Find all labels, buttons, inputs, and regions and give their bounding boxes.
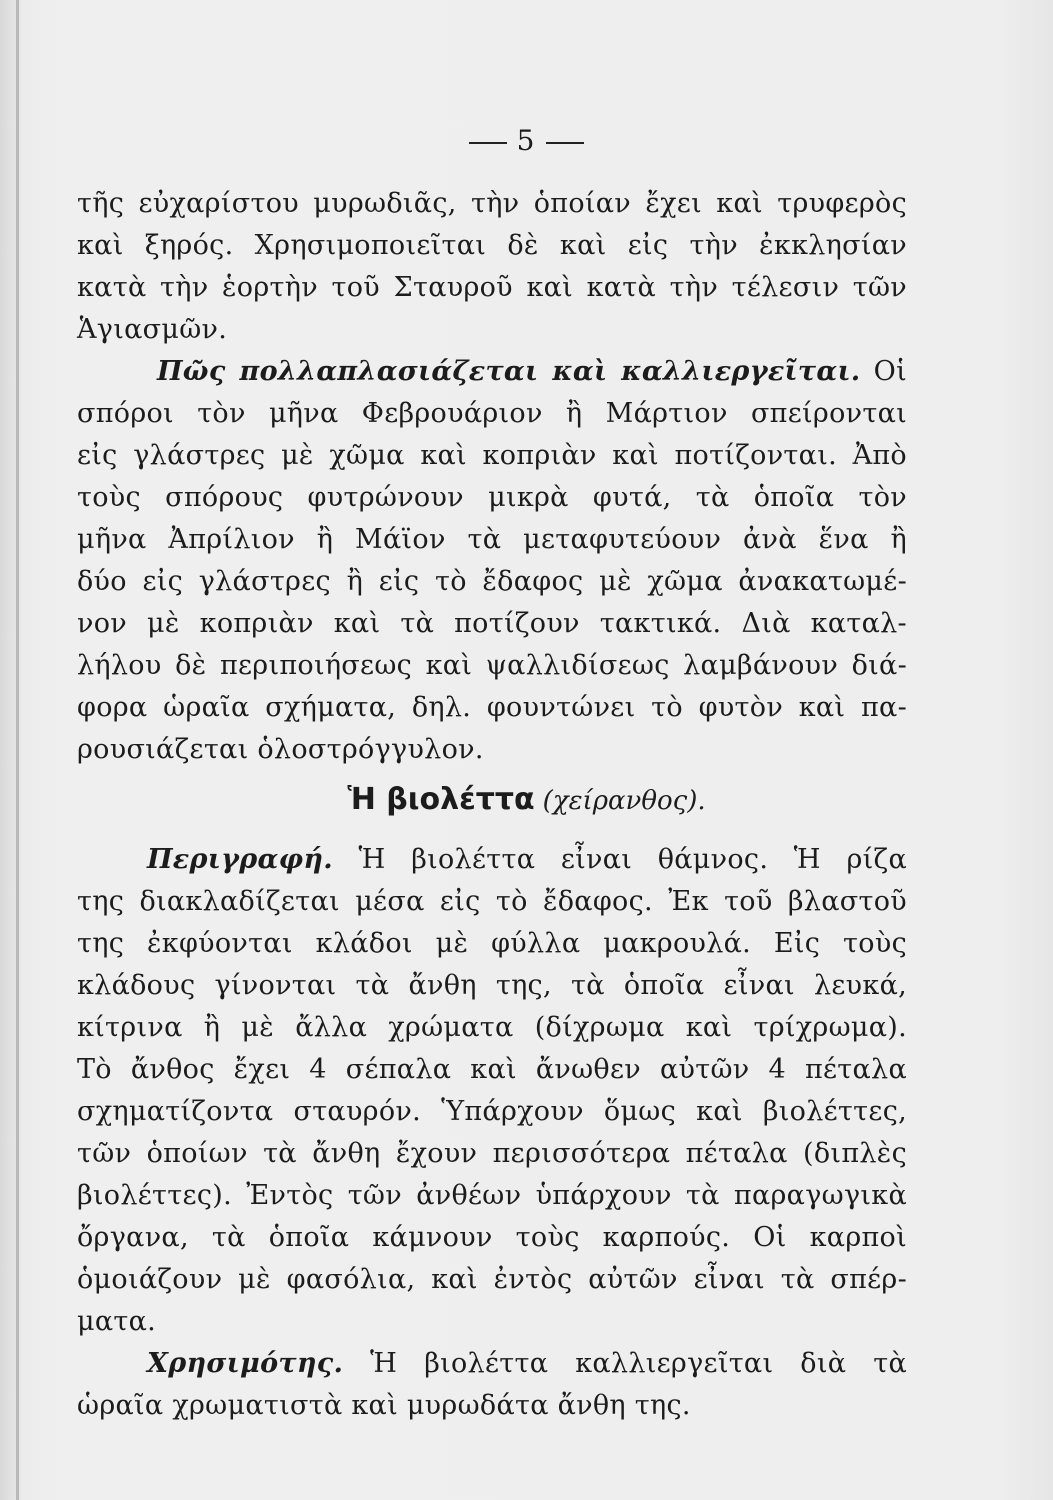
heading-subtitle: (χείρανθος). [542, 786, 706, 816]
description-first-line [147, 842, 907, 878]
text-line: κατὰ τὴν ἑορτὴν τοῦ Σταυροῦ καὶ κατὰ τὴν τέλεσιν τῶν [77, 272, 907, 303]
section-heading [0, 780, 1053, 821]
page-number-dash-left [469, 142, 507, 144]
text-line: δύο εἰς γλάστρες ἢ εἰς τὸ ἔδαφος μὲ χῶμα ἀνακατωμέ- [77, 566, 907, 597]
text-line: της διακλαδίζεται μέσα εἰς τὸ ἔδαφος. Ἐκ τοῦ βλαστοῦ [77, 886, 907, 917]
page-number-value: 5 [516, 124, 537, 157]
usefulness-first-line [147, 1346, 907, 1382]
text-line: ματα. [77, 1306, 157, 1337]
text-line: ὁμοιάζουν μὲ φασόλια, καὶ ἐντὸς αὐτῶν εἶναι τὰ σπέρ- [77, 1264, 907, 1295]
text-line: κίτρινα ἢ μὲ ἄλλα χρώματα (δίχρωμα καὶ τρίχρωμα). [77, 1012, 907, 1043]
text-line: νον μὲ κοπριὰν καὶ τὰ ποτίζουν τακτικά. Διὰ καταλ- [77, 608, 907, 639]
text-line: σχηματίζοντα σταυρόν. Ὑπάρχουν ὅμως καὶ βιολέττες, [77, 1096, 907, 1127]
text-line: μῆνα Ἀπρίλιον ἢ Μάϊον τὰ μεταφυτεύουν ἀνὰ ἕνα ἢ [77, 524, 907, 555]
subhead-line [157, 354, 907, 390]
text-line: λήλου δὲ περιποιήσεως καὶ ψαλλιδίσεως λαμβάνουν διά- [77, 650, 907, 681]
text-line: ρουσιάζεται ὁλοστρόγγυλον. [77, 734, 484, 765]
usefulness-first-rest: Ἡ βιολέττα καλλιεργεῖται διὰ τὰ [370, 1348, 907, 1379]
text-line: ὄργανα, τὰ ὁποῖα κάμνουν τοὺς καρπούς. Οἱ καρποὶ [77, 1222, 907, 1253]
text-line: της ἐκφύονται κλάδοι μὲ φύλλα μακρουλά. Εἰς τοὺς [77, 928, 907, 959]
text-line: εἰς γλάστρες μὲ χῶμα καὶ κοπριὰν καὶ ποτίζονται. Ἀπὸ [77, 440, 907, 471]
subhead-propagation: Πῶς πολλαπλασιάζεται καὶ καλλιεργεῖται. [157, 356, 861, 387]
description-label: Περιγραφή. [147, 844, 333, 875]
text-line: τῶν ὁποίων τὰ ἄνθη ἔχουν περισσότερα πέταλα (διπλὲς [77, 1138, 907, 1169]
text-line: τοὺς σπόρους φυτρώνουν μικρὰ φυτά, τὰ ὁποῖα τὸν [77, 482, 907, 513]
text-line: καὶ ξηρός. Χρησιμοποιεῖται δὲ καὶ εἰς τὴν ἐκκλησίαν [77, 230, 907, 261]
page-number [0, 124, 1053, 157]
description-first-rest: Ἡ βιολέττα εἶναι θάμνος. Ἡ ρίζα [358, 844, 907, 875]
subhead-rest: Οἱ [873, 356, 907, 387]
text-line: ὡραῖα χρωματιστὰ καὶ μυρωδάτα ἄνθη της. [77, 1390, 691, 1421]
page-number-dash-right [546, 142, 584, 144]
page-spine-shadow [16, 0, 19, 1500]
text-line: βιολέττες). Ἐντὸς τῶν ἀνθέων ὑπάρχουν τὰ παραγωγικὰ [77, 1180, 907, 1211]
heading-title: Ἡ βιολέττα [347, 782, 535, 817]
text-line: σπόροι τὸν μῆνα Φεβρουάριον ἢ Μάρτιον σπείρονται [77, 398, 907, 429]
text-line: Τὸ ἄνθος ἔχει 4 σέπαλα καὶ ἄνωθεν αὐτῶν 4 πέταλα [77, 1054, 907, 1085]
text-line: Ἁγιασμῶν. [77, 314, 228, 345]
usefulness-label: Χρησιμότης. [147, 1348, 344, 1379]
text-line: κλάδους γίνονται τὰ ἄνθη της, τὰ ὁποῖα εἶναι λευκά, [77, 970, 907, 1001]
text-line: τῆς εὐχαρίστου μυρωδιᾶς, τὴν ὁποίαν ἔχει καὶ τρυφερὸς [77, 188, 907, 219]
text-line: φορα ὡραῖα σχήματα, δηλ. φουντώνει τὸ φυτὸν καὶ πα- [77, 692, 907, 723]
